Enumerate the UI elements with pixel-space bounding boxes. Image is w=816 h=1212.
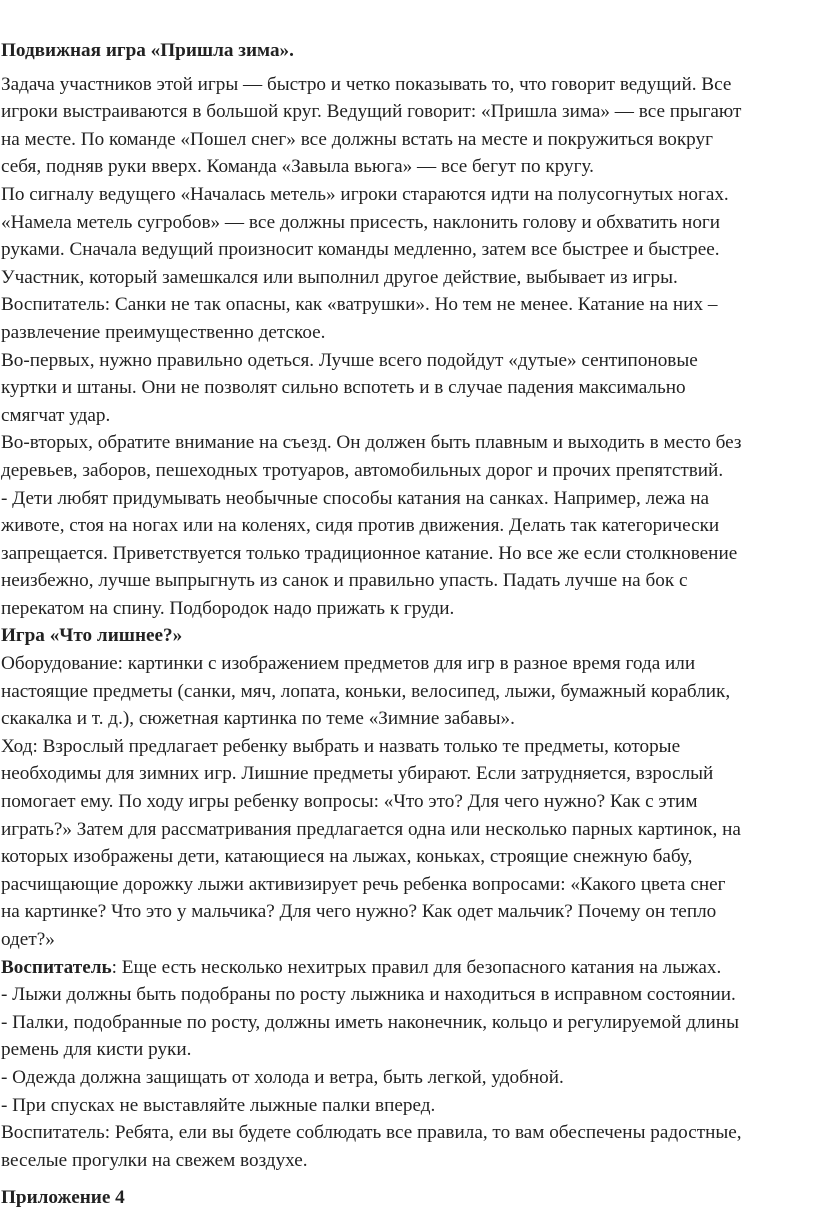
- text-line: Задача участников этой игры — быстро и четко показывать то, что говорит ведущий. Все: [1, 73, 732, 95]
- text-line: деревьев, заборов, пешеходных тротуаров, автомобильных дорог и прочих препятствий.: [1, 459, 724, 481]
- text-line: руками. Сначала ведущий произносит команды медленно, затем все быстрее и быстрее.: [1, 239, 720, 261]
- text-line: себя, подняв руки вверх. Команда «Завыла вьюга» — все бегут по кругу.: [1, 156, 594, 178]
- section-heading: Игра «Что лишнее?»: [1, 625, 183, 647]
- text-line: веселые прогулки на свежем воздухе.: [1, 1149, 308, 1171]
- rule-item: - Палки, подобранные по росту, должны иметь наконечник, кольцо и регулируемой длины: [1, 1011, 739, 1033]
- text-line: развлечение преимущественно детское.: [1, 321, 326, 343]
- rule-item: - При спусках не выставляйте лыжные палки вперед.: [1, 1094, 436, 1116]
- text-line: перекатом на спину. Подбородок надо прижать к груди.: [1, 597, 455, 619]
- text-line: неизбежно, лучше выпрыгнуть из санок и правильно упасть. Падать лучше на бок с: [1, 570, 688, 592]
- text-line: куртки и штаны. Они не позволят сильно вспотеть и в случае падения максимально: [1, 377, 686, 399]
- text-line: Оборудование: картинки с изображением предметов для игр в разное время года или: [1, 653, 696, 675]
- appendix-heading: Приложение 4: [1, 1187, 125, 1209]
- text-line: которых изображены дети, катающиеся на лыжах, коньках, строящие снежную бабу,: [1, 846, 693, 868]
- text-line: Воспитатель: Ребята, ели вы будете соблюдать все правила, то вам обеспечены радостные,: [1, 1122, 742, 1144]
- text-line: помогает ему. По ходу игры ребенку вопросы: «Что это? Для чего нужно? Как с этим: [1, 791, 698, 813]
- text-line: играть?» Затем для рассматривания предлагается одна или несколько парных картинок, на: [1, 818, 741, 840]
- rule-item: - Лыжи должны быть подобраны по росту лыжника и находиться в исправном состоянии.: [1, 984, 736, 1006]
- text-line: [1, 954, 812, 982]
- text-line: на месте. По команде «Пошел снег» все должны встать на месте и покружиться вокруг: [1, 128, 713, 150]
- rule-item: - Одежда должна защищать от холода и ветра, быть легкой, удобной.: [1, 1066, 564, 1088]
- text-line: Воспитатель: Санки не так опасны, как «ватрушки». Но тем не менее. Катание на них –: [1, 294, 718, 316]
- rule-item: ремень для кисти руки.: [1, 1039, 192, 1061]
- text-line: Во-вторых, обратите внимание на съезд. Он должен быть плавным и выходить в место без: [1, 432, 742, 454]
- text-line: животе, стоя на ногах или на коленях, сидя против движения. Делать так категорически: [1, 515, 720, 537]
- text-line: скакалка и т. д.), сюжетная картинка по теме «Зимние забавы».: [1, 708, 515, 730]
- text-line: Во-первых, нужно правильно одеться. Лучше всего подойдут «дутые» сентипоновые: [1, 349, 698, 371]
- text-line: По сигналу ведущего «Началась метель» игроки стараются идти на полусогнутых ногах.: [1, 183, 729, 205]
- speaker-text: : Еще есть несколько нехитрых правил для безопасного катания на лыжах.: [111, 956, 722, 978]
- text-line: смягчат удар.: [1, 404, 111, 426]
- speaker-label: Воспитатель: [1, 956, 112, 978]
- text-line: Ход: Взрослый предлагает ребенку выбрать и назвать только те предметы, которые: [1, 735, 681, 757]
- text-line: одет?»: [1, 929, 55, 950]
- text-line: расчищающие дорожку лыжи активизирует речь ребенка вопросами: «Какого цвета снег: [1, 873, 726, 895]
- text-line: Участник, который замешкался или выполнил другое действие, выбывает из игры.: [1, 266, 678, 288]
- text-line: запрещается. Приветствуется только традиционное катание. Но все же если столкновение: [1, 542, 738, 564]
- text-line: необходимы для зимних игр. Лишние предметы убирают. Если затрудняется, взрослый: [1, 763, 714, 785]
- text-line: игроки выстраиваются в большой круг. Ведущий говорит: «Пришла зима» — все прыгают: [1, 101, 742, 123]
- text-line: - Дети любят придумывать необычные способы катания на санках. Например, лежа на: [1, 487, 710, 509]
- text-line: «Намела метель сугробов» — все должны присесть, наклонить голову и обхватить ноги: [1, 211, 721, 233]
- text-line: настоящие предметы (санки, мяч, лопата, коньки, велосипед, лыжи, бумажный кораблик,: [1, 680, 731, 702]
- section-title: Подвижная игра «Пришла зима».: [1, 40, 294, 61]
- text-line: на картинке? Что это у мальчика? Для чего нужно? Как одет мальчик? Почему он тепло: [1, 901, 717, 923]
